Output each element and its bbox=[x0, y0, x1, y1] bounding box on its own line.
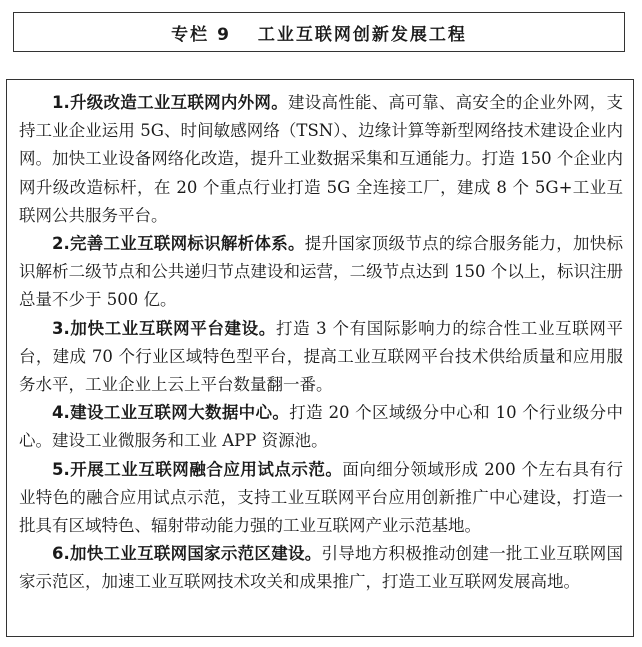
section-6 bbox=[19, 540, 623, 596]
section-5-heading: 5.开展工业互联网融合应用试点示范。 bbox=[52, 459, 343, 479]
section-3 bbox=[19, 315, 623, 400]
section-4 bbox=[19, 399, 623, 455]
column-content-box bbox=[6, 79, 634, 637]
section-1 bbox=[19, 89, 623, 230]
column-title-box bbox=[13, 12, 625, 52]
column-title: 专栏 9 工业互联网创新发展工程 bbox=[171, 24, 467, 45]
section-3-heading: 3.加快工业互联网平台建设。 bbox=[52, 318, 276, 338]
section-1-body: 建设高性能、高可靠、高安全的企业外网，支持工业企业运用 5G、时间敏感网络（TSN）、边缘计算等新型网络技术建设企业内网。加快工业设备网络化改造，提升工业数据采集和互通能力。打造 150 个企业内网升级改造标杆，在 20 个重点行业打造 5G 全连接工厂，建成 8 个 5G+工业互联网公共服务平台。 bbox=[19, 93, 624, 225]
section-4-body: 打造 20 个区域级分中心和 10 个行业级分中心。建设工业微服务和工业 APP 资源池。 bbox=[19, 403, 623, 451]
section-2 bbox=[19, 230, 623, 315]
section-6-body: 引导地方积极推动创建一批工业互联网国家示范区，加速工业互联网技术攻关和成果推广，打造工业互联网发展高地。 bbox=[19, 544, 624, 592]
section-1-heading: 1.升级改造工业互联网内外网。 bbox=[52, 93, 288, 112]
section-4-heading: 4.建设工业互联网大数据中心。 bbox=[52, 403, 290, 423]
section-3-body: 打造 3 个有国际影响力的综合性工业互联网平台，建成 70 个行业区域特色型平台，提高工业互联网平台技术供给质量和应用服务水平，工业企业上云上平台数量翻一番。 bbox=[19, 318, 624, 395]
section-2-heading: 2.完善工业互联网标识解析体系。 bbox=[52, 234, 305, 254]
section-5 bbox=[19, 456, 623, 541]
section-2-body: 提升国家顶级节点的综合服务能力，加快标识解析二级节点和公共递归节点建设和运营，二级节点达到 150 个以上，标识注册总量不少于 500 亿。 bbox=[19, 234, 624, 310]
section-6-heading: 6.加快工业互联网国家示范区建设。 bbox=[52, 544, 322, 564]
section-5-body: 面向细分领域形成 200 个左右具有行业特色的融合应用试点示范，支持工业互联网平台应用创新推广中心建设，打造一批具有区域特色、辐射带动能力强的工业互联网产业示范基地。 bbox=[19, 459, 623, 536]
